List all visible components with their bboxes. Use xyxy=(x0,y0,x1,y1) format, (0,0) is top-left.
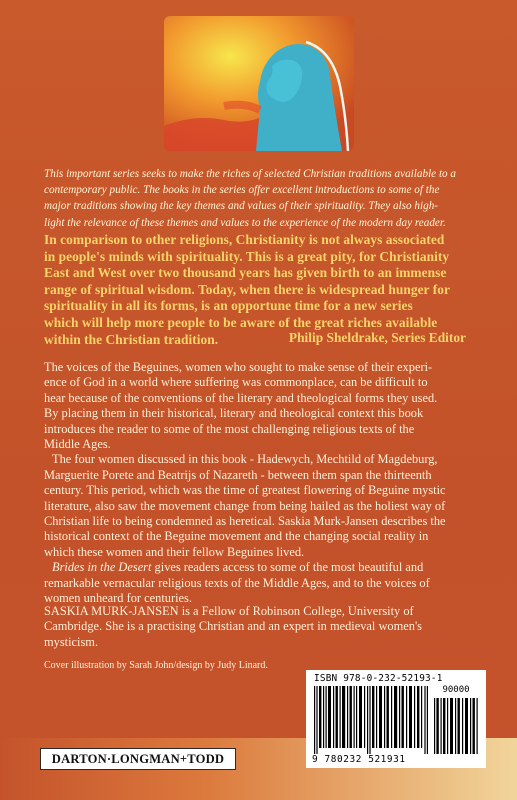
isbn-barcode xyxy=(306,670,486,768)
description-line: hear because of the conventions of the literary and theological forms they used. xyxy=(44,390,438,405)
author-bio-line: SASKIA MURK-JANSEN is a Fellow of Robinson College, University of xyxy=(44,604,414,618)
series-intro-line: major traditions showing the key themes and values of their spirituality. They also high- xyxy=(44,200,439,213)
series-intro xyxy=(44,166,484,231)
author-bio-line: Cambridge. She is a practising Christian and an expert in medieval women's xyxy=(44,619,422,634)
description-line: The voices of the Beguines, women who sought to make sense of their experi- xyxy=(44,360,433,374)
cover-illustration xyxy=(164,16,354,151)
quote-line: range of spiritual wisdom. Today, when there is widespread hunger for xyxy=(44,281,450,297)
quote-line: In comparison to other religions, Christianity is not always associated xyxy=(44,232,445,247)
description-paragraph-3 xyxy=(44,560,484,606)
quote-line: which will help more people to be aware of the great riches available xyxy=(44,314,438,330)
description-line: ence of God in a world where suffering was commonplace, can be difficult to xyxy=(44,375,428,390)
series-intro-line: light the relevance of these themes and values to the experience of the modern day reader. xyxy=(44,216,446,229)
series-intro-line: This important series seeks to make the riches of selected Christian traditions available to a xyxy=(44,168,457,180)
barcode-digits: 9 780232 521931 xyxy=(312,754,406,765)
barcode-bars xyxy=(314,686,428,754)
author-bio xyxy=(44,604,484,650)
price-addon-number: 90000 xyxy=(442,685,470,695)
author-bio-line: mysticism. xyxy=(44,634,99,649)
description-paragraph-2 xyxy=(44,452,484,560)
description-line: gives readers access to some of the most beautiful and xyxy=(151,560,424,575)
silhouette-figure-illustration xyxy=(164,16,354,151)
description-line: century. This period, which was the time of greatest flowering of Beguine mystic xyxy=(44,483,446,498)
description-line: women unheard for centuries. xyxy=(44,591,192,606)
description-line: which these women and their fellow Beguines lived. xyxy=(44,544,305,559)
publisher-name: DARTON·LONGMAN+TODD xyxy=(51,751,225,766)
description-paragraph-1 xyxy=(44,360,484,452)
description-line: literature, also saw the movement change from being hailed as the holiest way of xyxy=(44,498,446,513)
description-line: Marguerite Porete and Beatrijs of Nazareth - between them span the thirteenth xyxy=(44,467,432,482)
quote-line: spirituality in all its forms, is an opportune time for a new series xyxy=(44,298,413,314)
description-line: remarkable vernacular religious texts of the Middle Ages, and to the voices of xyxy=(44,575,430,590)
description-line: historical context of the Beguine movement and the changing social reality in xyxy=(44,529,429,544)
description-line: Christian life to being condemned as heretical. Saskia Murk-Jansen describes the xyxy=(44,514,446,529)
book-description xyxy=(44,360,484,607)
description-line: Middle Ages. xyxy=(44,437,111,452)
description-line: By placing them in their historical, literary and theological context this book xyxy=(44,406,424,421)
description-line: The four women discussed in this book - Hadewych, Mechtild of Magdeburg, xyxy=(52,452,438,467)
quote-line: within the Christian tradition. xyxy=(44,331,219,347)
quote-line: in people's minds with spirituality. This is a great pity, for Christianity xyxy=(44,248,450,264)
book-title: Brides in the Desert xyxy=(52,560,152,575)
quote-attribution: Philip Sheldrake, Series Editor xyxy=(288,330,466,345)
isbn-number: ISBN 978-0-232-52193-1 xyxy=(314,673,443,684)
series-intro-line: contemporary public. The books in the series offer excellent introductions to some of the xyxy=(44,184,440,197)
publisher-logo xyxy=(40,748,236,770)
addon-barcode-bars xyxy=(434,698,478,754)
description-line: introduces the reader to some of the most challenging religious texts of the xyxy=(44,421,415,436)
cover-credit: Cover illustration by Sarah John/design by Judy Linard. xyxy=(44,660,268,671)
quote-line: East and West over two thousand years has given birth to an immense xyxy=(44,265,447,281)
